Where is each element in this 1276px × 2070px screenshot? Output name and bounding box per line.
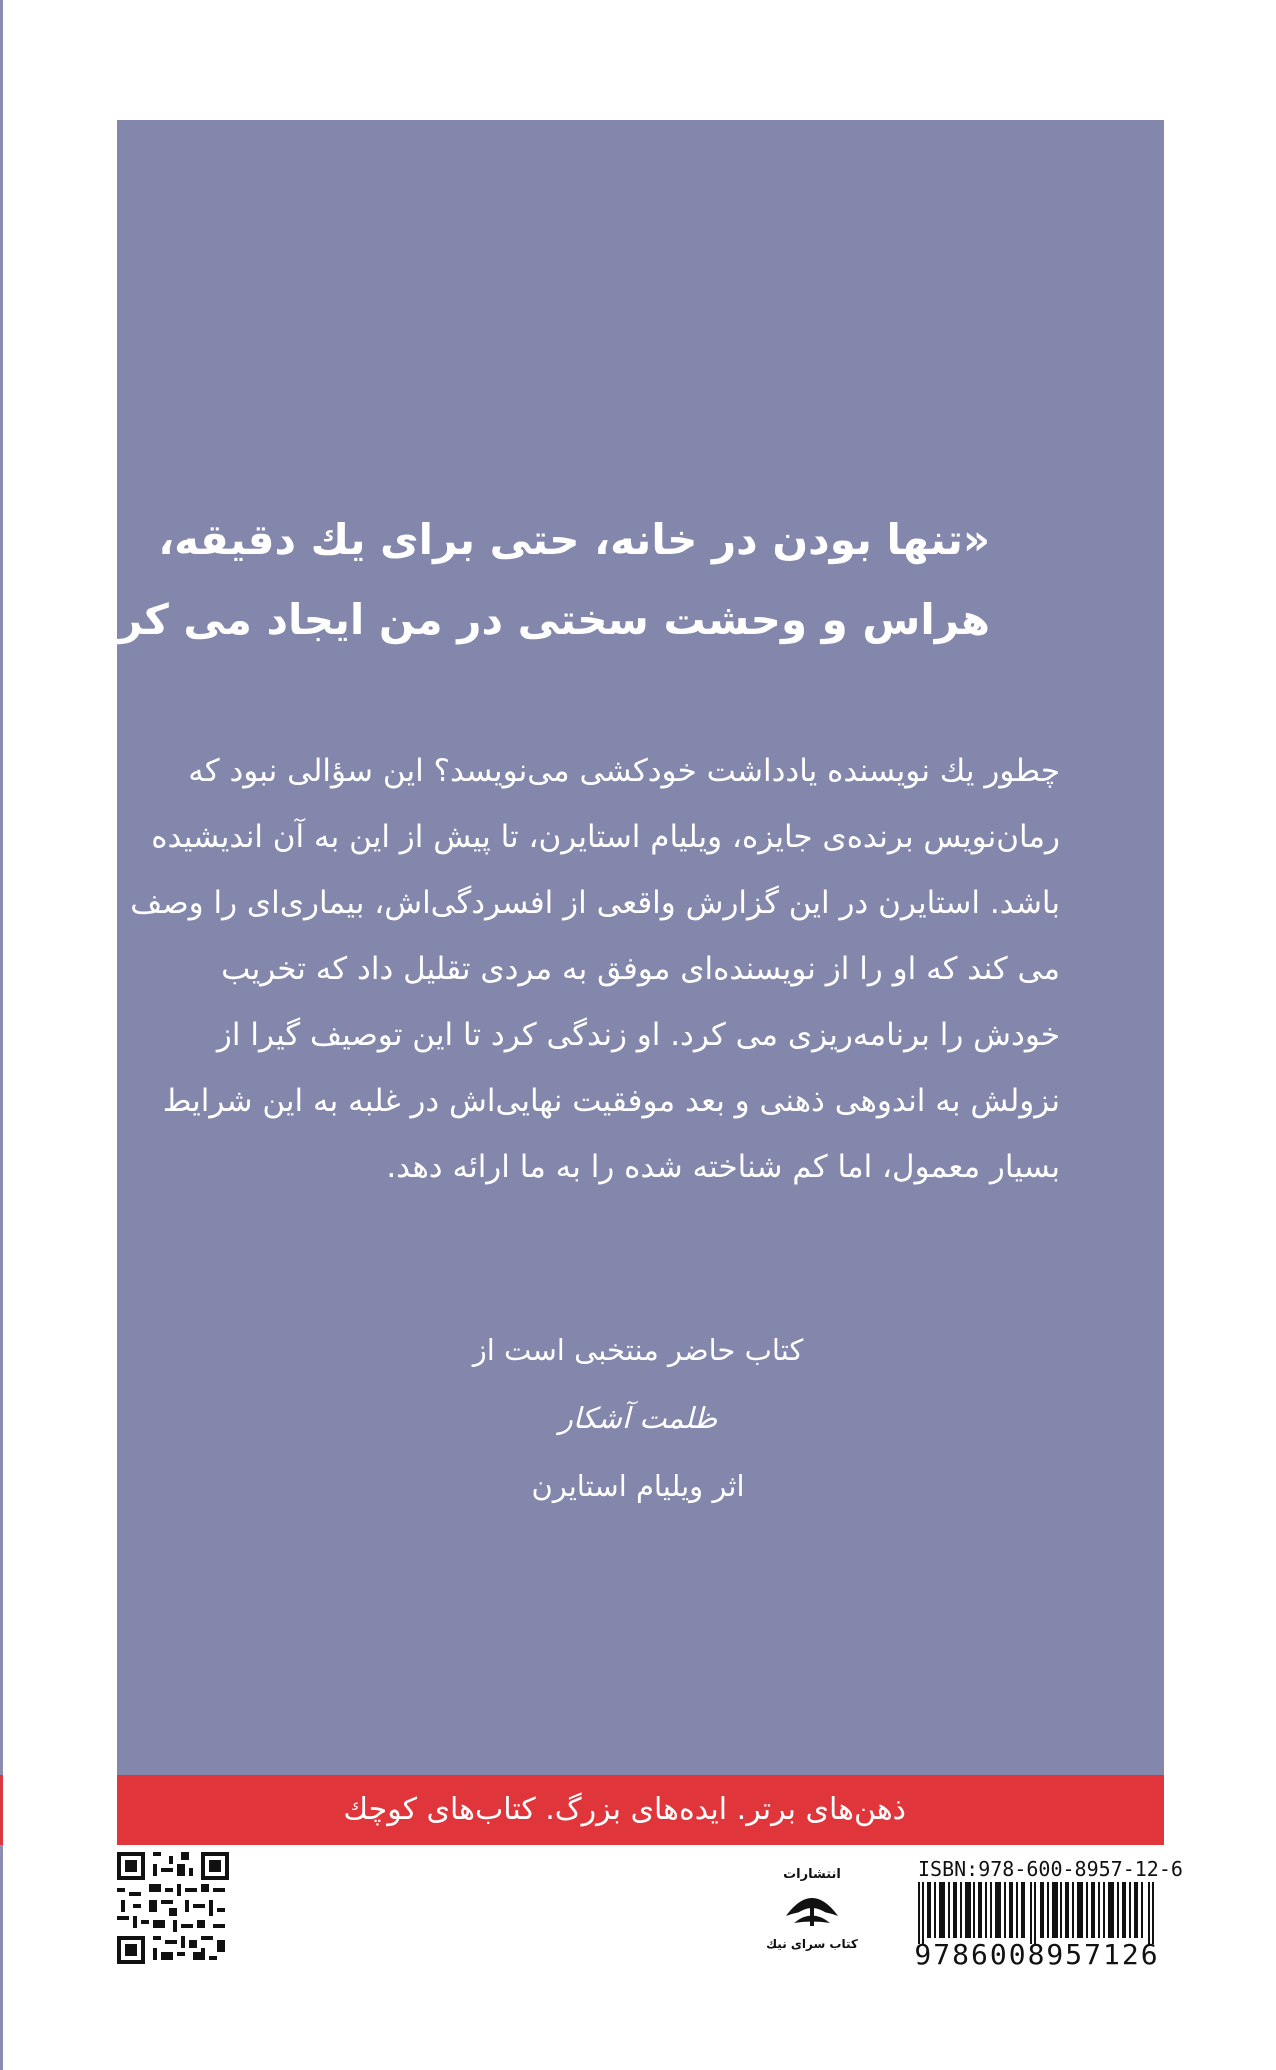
source-author: اثر ویلیام استایرن bbox=[531, 1469, 745, 1503]
isbn-label: ISBN:978-600-8957-12-6 bbox=[918, 1857, 1183, 1881]
description-line: خودش را برنامه‌ریزی می کرد. او زندگی کرد تا این توصیف گیرا از bbox=[216, 1017, 1060, 1053]
barcode-digits: 9786008957126 bbox=[914, 1938, 1160, 1971]
publisher-logo-icon bbox=[766, 1860, 858, 1955]
credits-intro: کتاب حاضر منتخبی است از bbox=[472, 1333, 804, 1367]
publisher-bottom-text: کتاب سرای نیك bbox=[766, 1937, 858, 1951]
description-line: رمان‌نویس برنده‌ی جایزه، ویلیام استایرن، تا پیش از این به آن اندیشیده bbox=[151, 819, 1060, 855]
publisher-top-text: انتشارات bbox=[783, 1867, 841, 1882]
description-line: باشد. استایرن در این گزارش واقعی از افسردگی‌اش، بیماری‌ای را وصف bbox=[130, 885, 1060, 921]
description-line: چطور یك نویسنده یادداشت خودکشی می‌نویسد؟ این سؤالی نبود که bbox=[188, 753, 1060, 789]
series-slogan: ذهن‌های برتر. ایده‌های بزرگ. کتاب‌های کوچك bbox=[343, 1792, 906, 1827]
description-line: بسیار معمول، اما کم شناخته شده را به ما ارائه دهد. bbox=[386, 1149, 1060, 1185]
source-book-title: ظلمت آشکار bbox=[558, 1401, 718, 1435]
qr-code-icon bbox=[117, 1852, 229, 1964]
pull-quote bbox=[53, 500, 990, 660]
description-line: نزولش به اندوهی ذهنی و بعد موفقیت نهایی‌اش در غلبه به این شرایط bbox=[162, 1083, 1060, 1119]
quote-line-2: هراس و وحشت سختی در من ایجاد می کرد.» bbox=[53, 595, 990, 644]
quote-line-1: «تنها بودن در خانه، حتی برای یك دقیقه، bbox=[158, 515, 990, 564]
source-credits bbox=[0, 1316, 1276, 1520]
book-description bbox=[130, 738, 1060, 1200]
left-edge-strip bbox=[0, 0, 3, 2070]
description-line: می کند که او را از نویسنده‌ای موفق به مردی تقلیل داد که تخریب bbox=[221, 951, 1060, 987]
barcode-icon bbox=[910, 1882, 1164, 1944]
left-edge-red-strip bbox=[0, 1775, 3, 1845]
